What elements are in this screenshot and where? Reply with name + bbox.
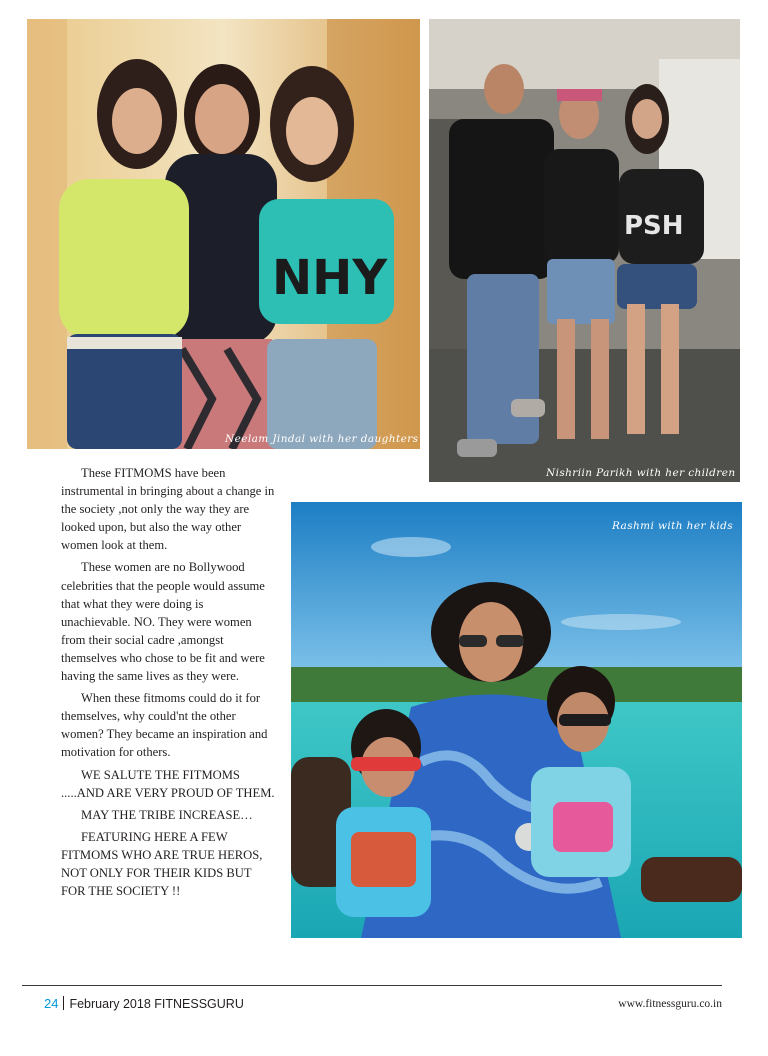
article-paragraph: WE SALUTE THE FITMOMS .....AND ARE VERY PROUD OF THEM. <box>61 767 275 800</box>
svg-text:NHY: NHY <box>272 250 388 306</box>
photo-caption-nishriin-parikh: Nishriin Parikh with her children <box>546 467 736 479</box>
article-paragraph: These women are no Bollywood celebrities that the people would assume that what they were doing is unachievable. NO. They were women from their social cadre ,amongst themselves who chose to be fit and were having the same lives as they were. <box>61 560 265 684</box>
footer-website: www.fitnessguru.co.in <box>618 998 722 1010</box>
photo-nishriin-parikh-image <box>429 19 740 482</box>
magazine-name: FITNESSGURU <box>154 997 244 1011</box>
article-paragraph: These FITMOMS have been instrumental in bringing about a change in the society ,not only the way they are looked upon, but also the way other women look at them. <box>61 466 275 553</box>
footer-divider <box>22 985 722 986</box>
footer-folio <box>44 996 244 1011</box>
svg-text:PSH: PSH <box>624 211 684 241</box>
photo-neelam-jindal <box>27 19 420 449</box>
photo-neelam-jindal-image <box>27 19 420 449</box>
photo-caption-rashmi: Rashmi with her kids <box>612 520 734 532</box>
issue-date: February 2018 <box>69 997 151 1011</box>
folio-separator <box>63 996 64 1010</box>
photo-rashmi <box>291 502 742 938</box>
photo-rashmi-image <box>291 502 742 938</box>
photo-caption-neelam-jindal: Neelam Jindal with her daughters <box>225 433 419 445</box>
article-paragraph: When these fitmoms could do it for themselves, why could'nt the other women? They became an inspiration and motivation for others. <box>61 691 268 760</box>
article-paragraph: FEATURING HERE A FEW FITMOMS WHO ARE TRUE HEROS, NOT ONLY FOR THEIR KIDS BUT FOR THE SOCIETY !! <box>61 829 263 899</box>
article-paragraph: MAY THE TRIBE INCREASE… <box>81 807 253 822</box>
photo-nishriin-parikh <box>429 19 740 482</box>
page-number: 24 <box>44 996 59 1011</box>
article-body <box>61 464 275 904</box>
